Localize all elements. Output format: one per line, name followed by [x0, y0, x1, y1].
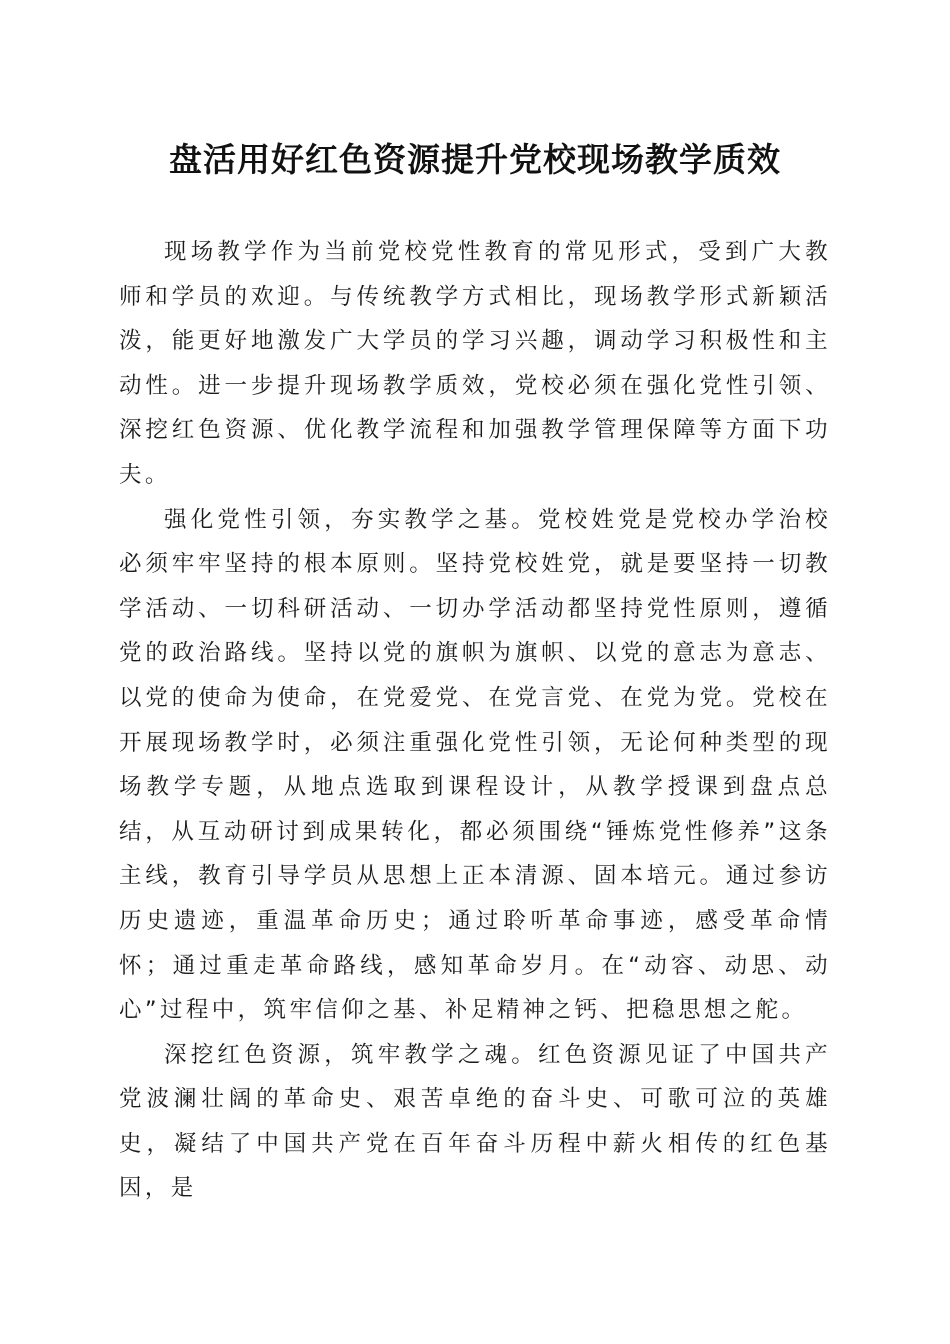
paragraph-red-resources: 深挖红色资源，筑牢教学之魂。红色资源见证了中国共产党波澜壮阔的革命史、艰苦卓绝的奋斗史、可歌可泣的英雄史，凝结了中国共产党在百年奋斗历程中薪火相传的红色基因，是 [119, 1041, 831, 1202]
paragraph-party-guidance: 强化党性引领，夯实教学之基。党校姓党是党校办学治校必须牢牢坚持的根本原则。坚持党校姓党，就是要坚持一切教学活动、一切科研活动、一切办学活动都坚持党性原则，遵循党的政治路线。坚持以党的旗帜为旗帜、以党的意志为意志、以党的使命为使命，在党爱党、在党言党、在党为党。党校在开展现场教学时，必须注重强化党性引领，无论何种类型的现场教学专题，从地点选取到课程设计，从教学授课到盘点总结，从互动研讨到成果转化，都必须围绕“锤炼党性修养”这条主线，教育引导学员从思想上正本清源、固本培元。通过参访历史遗迹，重温革命历史；通过聆听革命事迹，感受革命情怀；通过重走革命路线，感知革命岁月。在“动容、动思、动心”过程中，筑牢信仰之基、补足精神之钙、把稳思想之舵。 [119, 506, 831, 1024]
document-title: 盘活用好红色资源提升党校现场教学质效 [169, 140, 781, 179]
document-body [119, 230, 831, 1211]
paragraph-intro: 现场教学作为当前党校党性教育的常见形式，受到广大教师和学员的欢迎。与传统教学方式相比，现场教学形式新颖活泼，能更好地激发广大学员的学习兴趣，调动学习积极性和主动性。进一步提升现场教学质效，党校必须在强化党性引领、深挖红色资源、优化教学流程和加强教学管理保障等方面下功夫。 [119, 239, 831, 488]
